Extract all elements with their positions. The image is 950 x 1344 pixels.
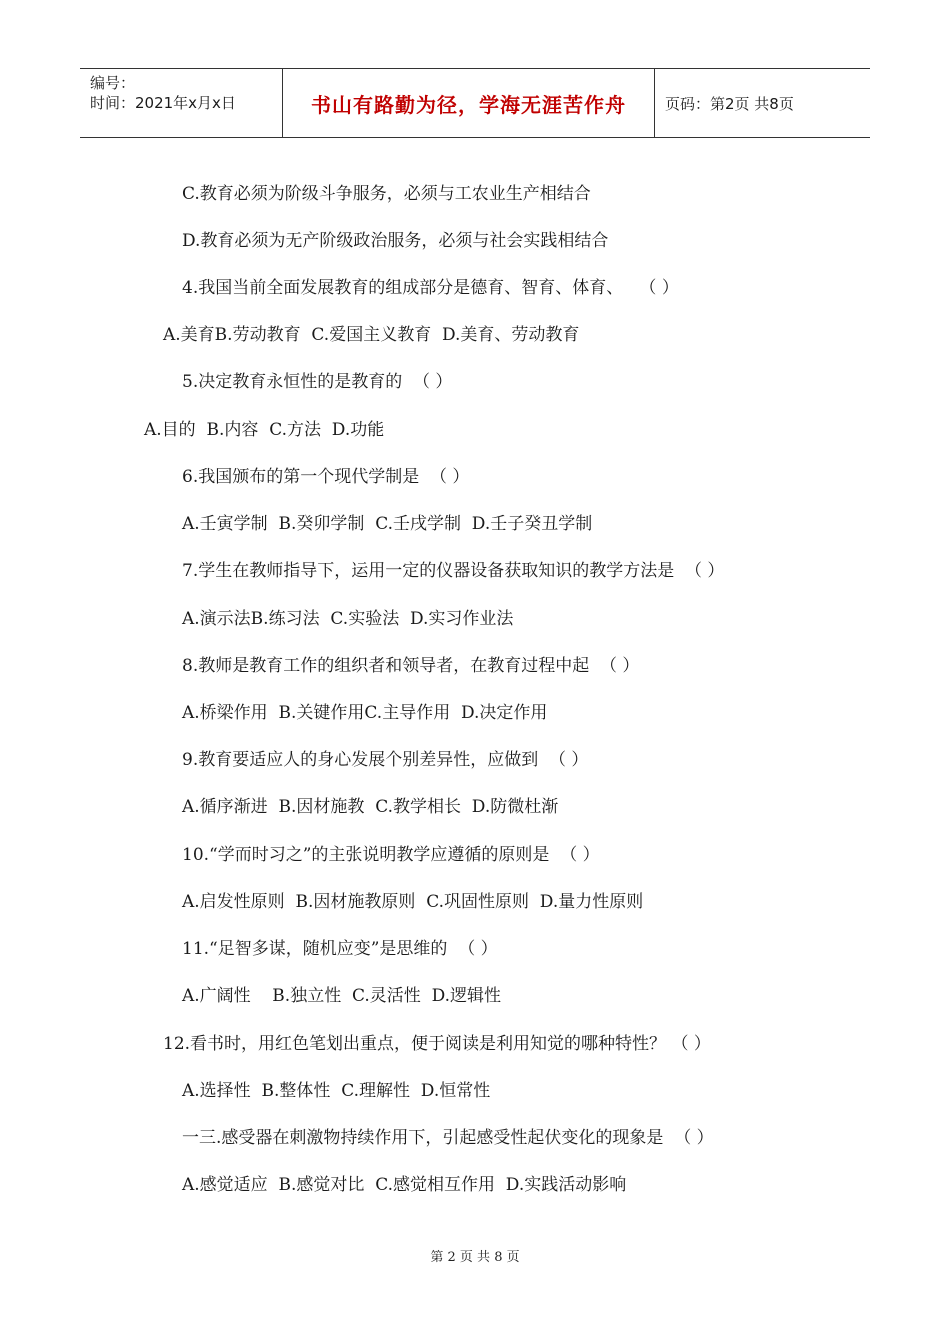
options-q4: A.美育B.劳动教育 C.爱国主义教育 D.美育、劳动教育	[163, 325, 580, 345]
option-line-q3-d: D.教育必须为无产阶级政治服务，必须与社会实践相结合	[182, 231, 609, 251]
options-q8: A.桥梁作用 B.关键作用C.主导作用 D.决定作用	[182, 703, 548, 723]
question-9: 9.教育要适应人的身心发展个别差异性，应做到 （ ）	[182, 750, 589, 770]
page-footer: 第 2 页 共 8 页	[430, 1250, 520, 1265]
header-motto: 书山有路勤为径，学海无涯苦作舟	[283, 69, 655, 137]
option-line-q3-c: C.教育必须为阶级斗争服务，必须与工农业生产相结合	[182, 184, 591, 204]
question-13: 一三.感受器在刺激物持续作用下，引起感受性起伏变化的现象是 （ ）	[182, 1128, 714, 1148]
question-5: 5.决定教育永恒性的是教育的 （ ）	[182, 372, 453, 392]
options-q5: A.目的 B.内容 C.方法 D.功能	[144, 420, 385, 440]
question-11: 11.“足智多谋，随机应变”是思维的 （ ）	[182, 939, 498, 959]
question-7: 7.学生在教师指导下，运用一定的仪器设备获取知识的教学方法是 （ ）	[182, 561, 725, 581]
options-q13: A.感觉适应 B.感觉对比 C.感觉相互作用 D.实践活动影响	[182, 1175, 627, 1195]
header-page-info: 页码：第2页 共8页	[665, 94, 794, 113]
options-q10: A.启发性原则 B.因材施教原则 C.巩固性原则 D.量力性原则	[182, 892, 644, 912]
options-q6: A.壬寅学制 B.癸卯学制 C.壬戌学制 D.壬子癸丑学制	[182, 514, 593, 534]
options-q9: A.循序渐进 B.因材施教 C.教学相长 D.防微杜渐	[182, 797, 559, 817]
options-q11: A.广阔性 B.独立性 C.灵活性 D.逻辑性	[182, 986, 502, 1006]
options-q7: A.演示法B.练习法 C.实验法 D.实习作业法	[182, 609, 514, 629]
question-8: 8.教师是教育工作的组织者和领导者，在教育过程中起 （ ）	[182, 656, 640, 676]
question-4: 4.我国当前全面发展教育的组成部分是德育、智育、体育、 （ ）	[182, 278, 679, 298]
question-6: 6.我国颁布的第一个现代学制是 （ ）	[182, 467, 470, 487]
header-time-label: 时间：2021年x月x日	[90, 94, 236, 112]
options-q12: A.选择性 B.整体性 C.理解性 D.恒常性	[182, 1081, 491, 1101]
question-12: 12.看书时，用红色笔划出重点，便于阅读是利用知觉的哪种特性？ （ ）	[163, 1034, 711, 1054]
header-number-label: 编号：	[90, 74, 136, 92]
question-10: 10.“学而时习之”的主张说明教学应遵循的原则是 （ ）	[182, 845, 600, 865]
